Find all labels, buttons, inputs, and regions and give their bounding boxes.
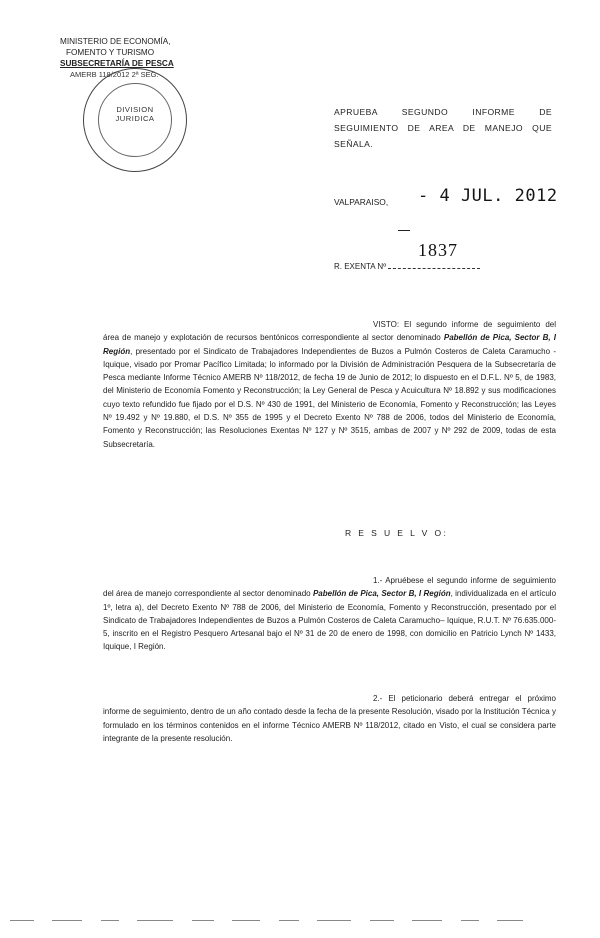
item-1-lead: 1.- Apruébese el segundo informe de seguimiento del área de manejo correspondiente al sector denominado xyxy=(103,576,556,599)
item-1-rest: , individualizada en el artículo 1º, letra a), del Decreto Exento Nº 788 de 2006, del Ministerio de Economía, Fomento y Reconstrucción, presentado por el Sindicato de Trabajadores Independientes de Buzos a Pulmón Costeros de Caleta Caramucho– Iquique, R.U.T. Nº 76.635.000-5, inscrito en el Registro Pesquero Artesanal bajo el Nº 31 de 20 de enero de 1998, con domicilio en Patricio Lynch Nº 1433, Iquique, I Región. xyxy=(103,589,557,652)
resuelvo-heading: R E S U E L V O: xyxy=(345,528,449,538)
exento-label: R. EXENTA Nº xyxy=(334,262,387,271)
item-2-text: 2.- El peticionario deberá entregar el próximo informe de seguimiento, dentro de un año contado desde la fecha de la presente Resolución, visado por la Institución Técnica y formulado en los términos contenidos en el informe Técnico AMERB Nº 118/2012, citado en Visto, el cual se considera parte integrante de la presente resolución. xyxy=(103,694,556,743)
item-1-sector: Pabellón de Pica, Sector B, I Región xyxy=(312,589,451,599)
exento-underline xyxy=(388,268,480,269)
header-ministry: MINISTERIO DE ECONOMÍA, xyxy=(60,37,171,46)
visto-lead: VISTO: El segundo informe de seguimiento del área de manejo y explotación de recursos bentónicos correspondiente al sector denominado xyxy=(103,320,556,343)
header-ministry-2: FOMENTO Y TURISMO xyxy=(66,48,155,57)
item-1-paragraph xyxy=(103,574,556,654)
exento-line xyxy=(334,262,480,271)
item-2-paragraph xyxy=(103,692,556,745)
resolution-number: 1837 xyxy=(418,240,458,260)
stamp-line-2: JURIDICA xyxy=(115,114,155,123)
stamp-line-1: DIVISION xyxy=(116,105,154,114)
visto-paragraph xyxy=(103,318,556,451)
visto-rest: , presentado por el Sindicato de Trabajadores Independientes de Buzos a Pulmón Costeros de Caleta Caramucho - Iquique, visado por Promar Pacífico Limitada; lo informado por la División de Administración Pesquera de la Subsecretaría de Pesca mediante Informe Técnico AMERB Nº 118/2012, de fecha 19 de Junio de 2012; lo dispuesto en el D.F.L. Nº 5, de 1983, del Ministerio de Economía Fomento y Reconstrucción; la Ley General de Pesca y Acuicultura Nº 18.892 y sus modificaciones cuyo texto refundido fue fijado por el D.S. Nº 430 de 1991, del Ministerio de Economía, Fomento y Reconstrucción; las Leyes Nº 19.492 y Nº 19.880, el D.S. Nº 355 de 1995 y el Decreto Exento Nº 788 de 2006, todos del Ministerio de Economía, Fomento y Reconstrucción; las Resoluciones Exentas Nº 127 y Nº 3515, ambas de 2007 y Nº 292 de 2009, todas de esta Subsecretaría. xyxy=(103,346,556,449)
header-reference: AMERB 118/2012 2ª SEG. xyxy=(70,70,159,79)
number-dash xyxy=(398,230,410,231)
visto-sector: Pabellón de Pica, Sector B, I Región xyxy=(103,333,557,356)
resolution-subject: APRUEBA SEGUNDO INFORME DE SEGUIMIENTO DE AREA DE MANEJO QUE SEÑALA. xyxy=(334,107,552,149)
header-subsecretaria: SUBSECRETARÍA DE PESCA xyxy=(60,59,174,68)
resolution-date: - 4 JUL. 2012 xyxy=(418,186,558,206)
division-juridica-stamp xyxy=(83,68,187,172)
place-label: VALPARAISO, xyxy=(334,197,389,207)
scan-footer-marks xyxy=(10,912,590,918)
stamp-text xyxy=(84,105,186,123)
